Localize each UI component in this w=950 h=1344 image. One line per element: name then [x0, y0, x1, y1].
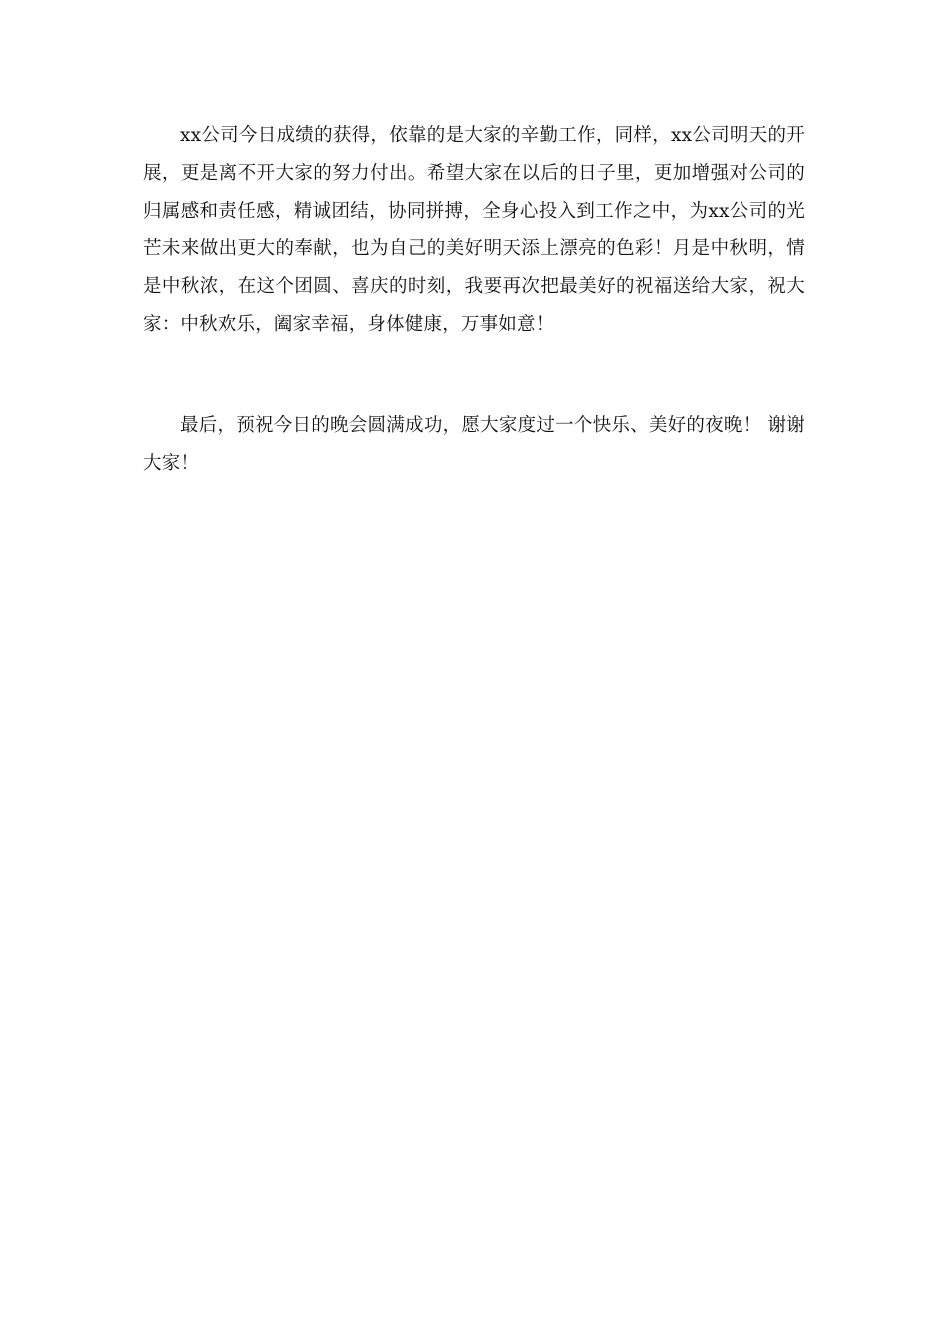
body-paragraph: xx公司今日成绩的获得，依靠的是大家的辛勤工作，同样，xx公司明天的开展，更是离不开大家的努力付出。希望大家在以后的日子里，更加增强对公司的归属感和责任感，精诚团结，协同拼搏，全身心投入到工作之中，为xx公司的光芒未来做出更大的奉献，也为自己的美好明天添上漂亮的色彩！月是中秋明，情是中秋浓，在这个团圆、喜庆的时刻，我要再次把最美好的祝福送给大家，祝大家：中秋欢乐，阖家幸福，身体健康，万事如意！ — [143, 125, 805, 335]
closing-paragraph: 最后，预祝今日的晚会圆满成功，愿大家度过一个快乐、美好的夜晚！ 谢谢大家！ — [143, 415, 805, 474]
